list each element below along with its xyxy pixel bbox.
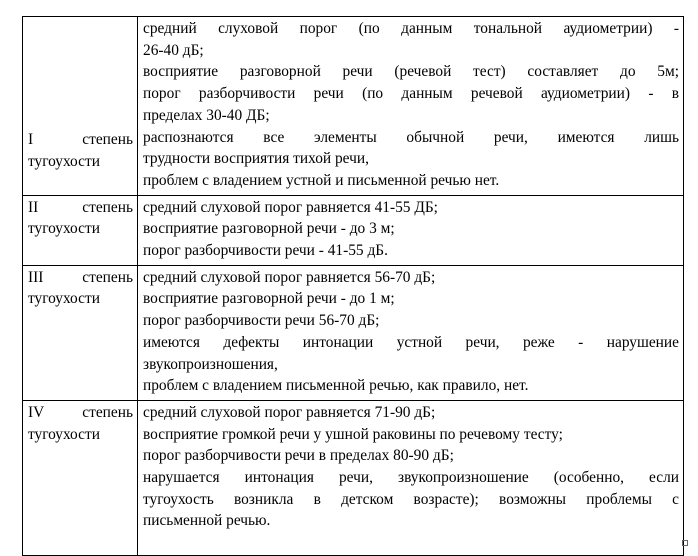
degree-subtitle: тугоухости [28,425,100,443]
degree-heading-1 [28,129,133,151]
description-line: 26-40 дБ; [143,41,204,59]
table-resize-handle-icon [682,540,688,546]
degree-number: I [28,131,34,149]
description-line: тугоухость возникла в детском возрасте); возможны проблемы с [143,490,679,508]
description-line: порог разборчивости речи 56-70 дБ; [143,312,380,330]
description-line: письменной речью. [143,512,271,530]
description-cell-3 [138,265,684,400]
description-line: звукопроизношения, [143,355,278,373]
description-line: порог разборчивости речи - 41-55 дБ. [143,242,388,260]
degree-heading-4 [28,402,133,424]
description-cell-1 [138,17,684,196]
description-line: восприятие разговорной речи - до 1 м; [143,290,395,308]
table-row-degree-1 [23,17,684,196]
description-line: проблем с владением устной и письменной речью нет. [143,171,500,189]
degree-subtitle: тугоухости [28,290,100,308]
description-line: порог разборчивости речи (по данным речевой аудиометрии) - в [143,85,679,103]
description-line: порог разборчивости речи в пределах 80-90 дБ; [143,447,454,465]
description-line: средний слуховой порог равняется 71-90 дБ; [143,403,436,421]
description-line: восприятие разговорной речи (речевой тест) составляет до 5м; [143,63,679,81]
description-line: средний слуховой порог (по данным тональной аудиометрии) - [143,20,679,37]
degree-cell-3 [23,265,138,400]
description-line: имеются дефекты интонации устной речи, реже - нарушение [143,333,679,351]
degree-word: степень [82,198,133,216]
hearing-loss-table [22,16,684,556]
description-line: распознаются все элементы обычной речи, имеются лишь [143,128,679,146]
degree-heading-2 [28,197,133,219]
degree-cell-4 [23,400,138,555]
description-line: нарушается интонация речи, звукопроизношение (особенно, если [143,469,679,487]
degree-subtitle: тугоухости [28,152,100,170]
table-row-degree-2 [23,195,684,265]
degree-word: степень [82,131,133,149]
degree-word: степень [82,403,133,421]
degree-number: II [28,198,39,216]
degree-cell-2 [23,195,138,265]
degree-number: III [28,268,44,286]
description-line: проблем с владением письменной речью, как правило, нет. [143,377,529,395]
description-cell-2 [138,195,684,265]
degree-word: степень [82,268,133,286]
degree-cell-1 [23,17,138,196]
degree-heading-3 [28,267,133,289]
description-line: средний слуховой порог равняется 41-55 ДБ; [143,198,438,216]
description-line: средний слуховой порог равняется 56-70 дБ; [143,268,436,286]
table-row-degree-3 [23,265,684,400]
description-line: трудности восприятия тихой речи, [143,150,369,168]
description-cell-4 [138,400,684,555]
degree-number: IV [28,403,45,421]
degree-subtitle: тугоухости [28,220,100,238]
description-line: восприятие разговорной речи - до 3 м; [143,220,395,238]
table-row-degree-4 [23,400,684,555]
description-line: восприятие громкой речи у ушной раковины по речевому тесту; [143,425,563,443]
description-line: пределах 30-40 ДБ; [143,106,270,124]
